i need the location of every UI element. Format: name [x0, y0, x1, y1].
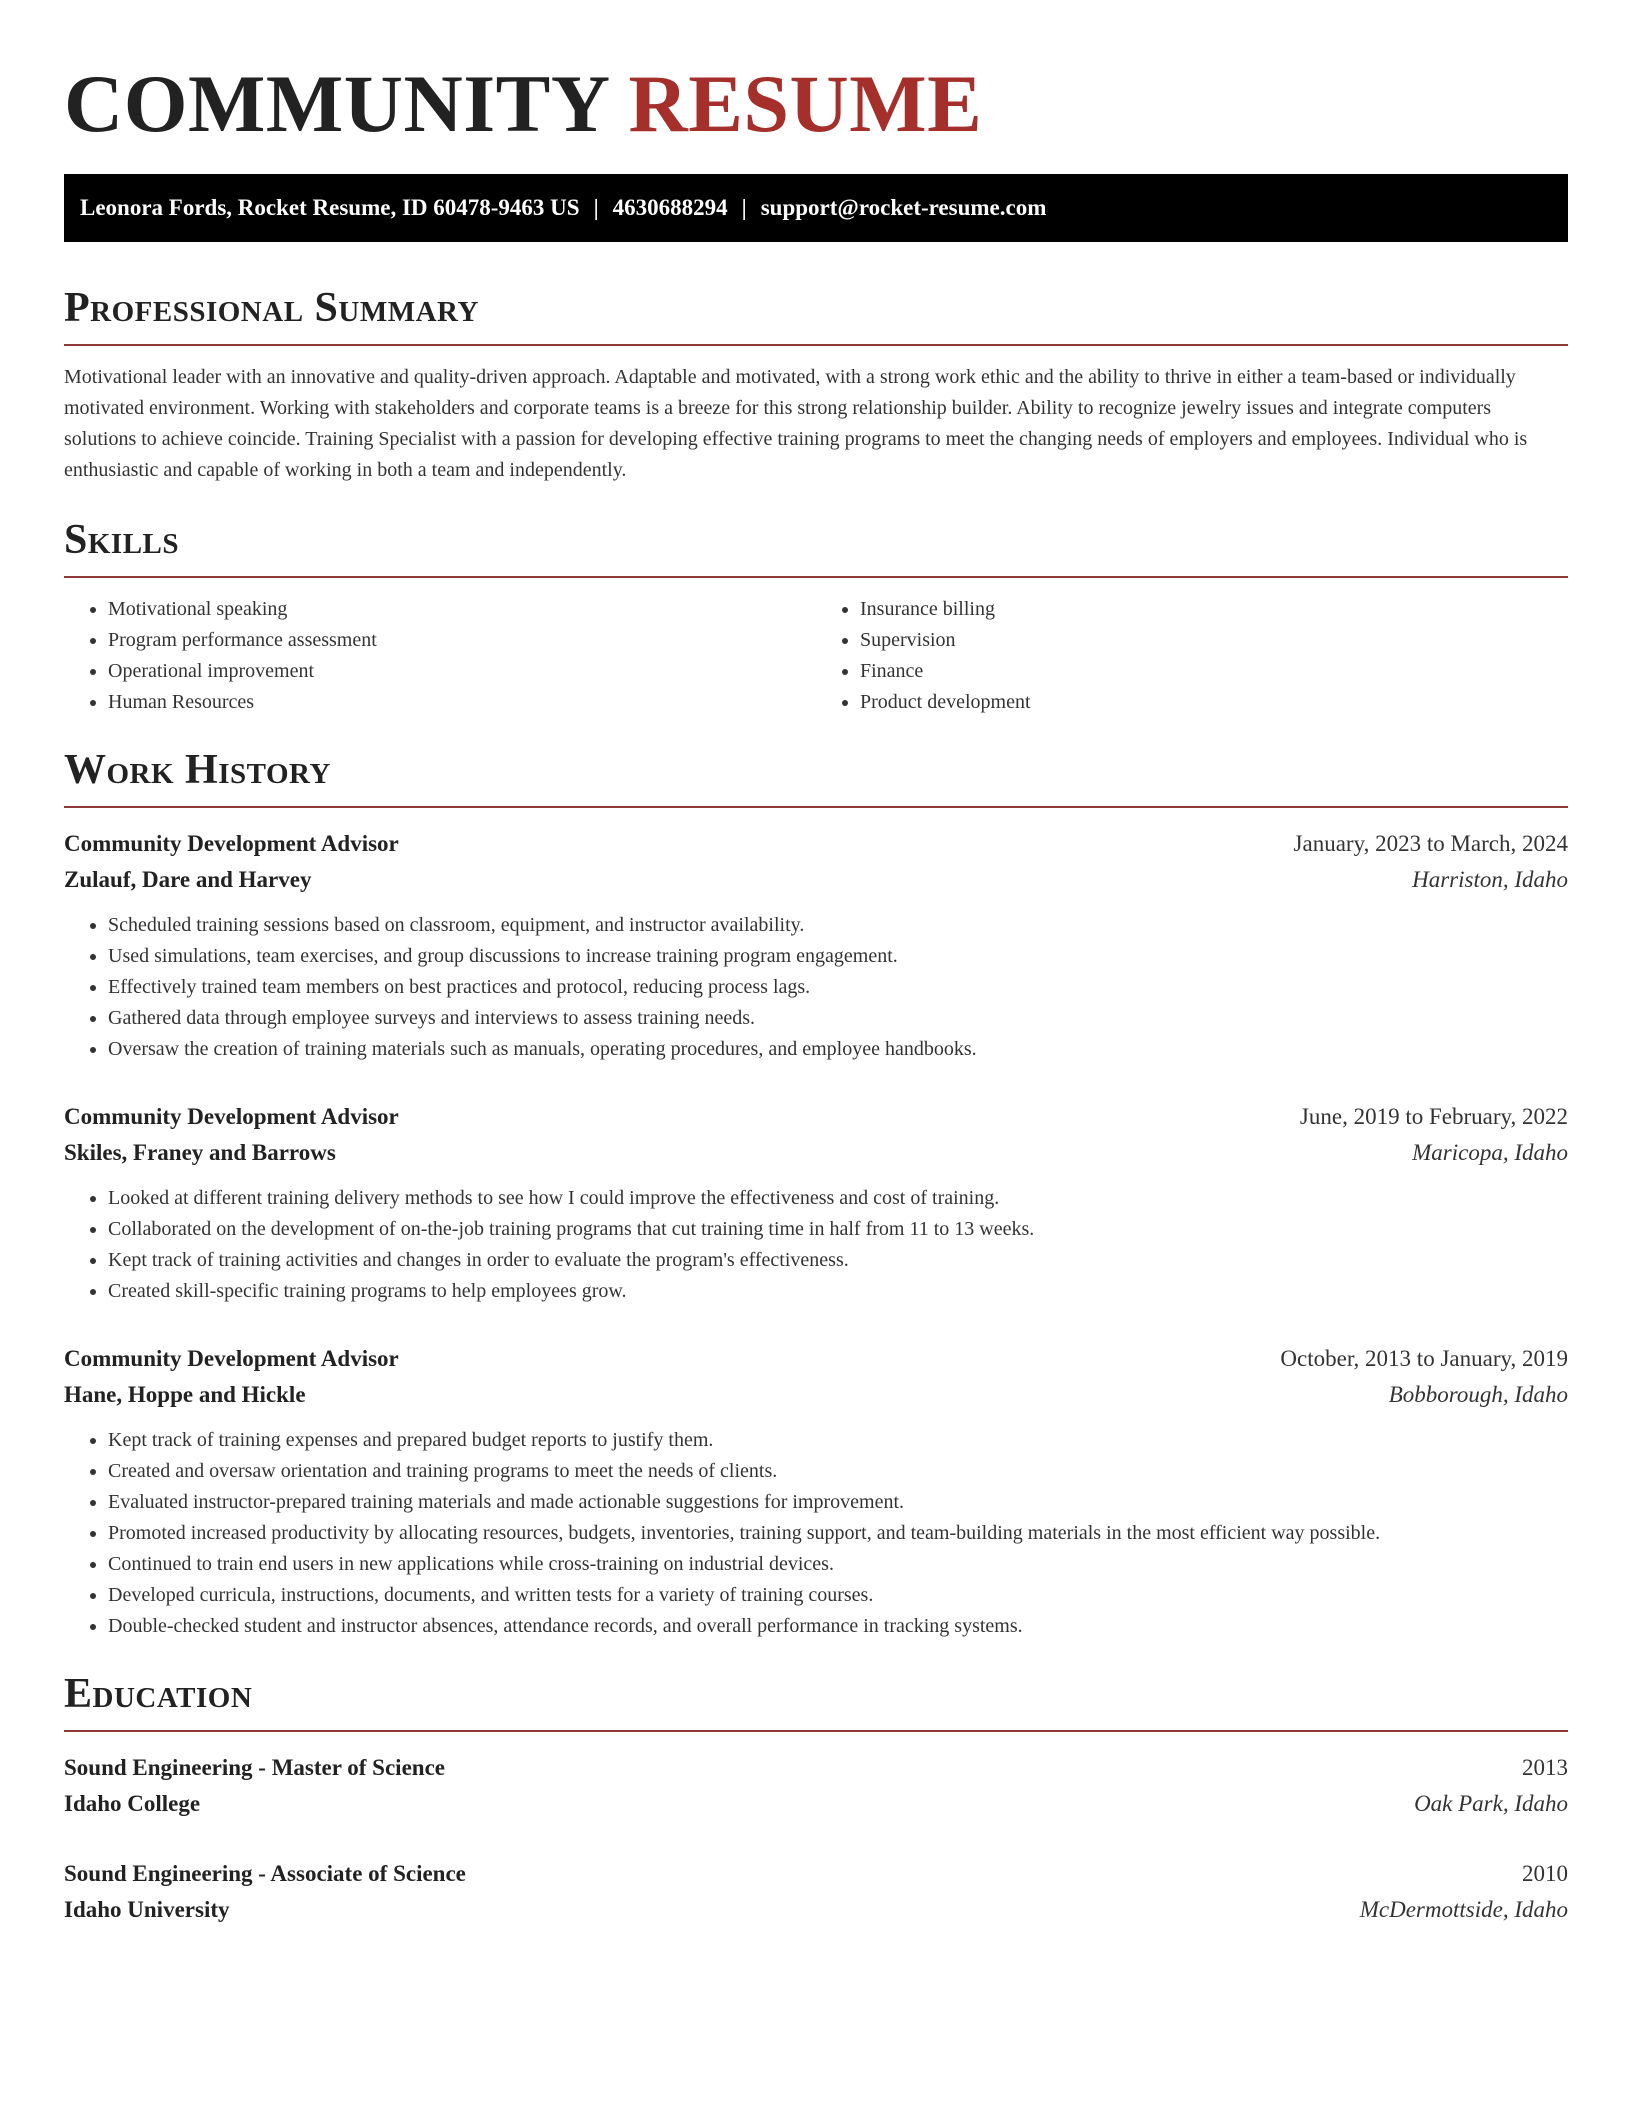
- education-heading: Education: [64, 1668, 1568, 1732]
- job-company: Hane, Hoppe and Hickle: [64, 1382, 306, 1407]
- resume-title: [64, 56, 1568, 152]
- skill-item: • Operational improvement: [108, 656, 816, 687]
- job-bullet: • Scheduled training sessions based on classroom, equipment, and instructor availability.: [108, 910, 1568, 941]
- education-year: 2013: [1522, 1755, 1568, 1780]
- summary-heading: Professional Summary: [64, 282, 1568, 346]
- education-school: Idaho University: [64, 1897, 230, 1922]
- job-bullet: • Looked at different training delivery methods to see how I could improve the effectiveness and cost of training.: [108, 1183, 1568, 1214]
- job-bullet: • Developed curricula, instructions, documents, and written tests for a variety of training courses.: [108, 1580, 1568, 1611]
- job-title: Community Development Advisor: [64, 1104, 399, 1129]
- education-degree: Sound Engineering - Associate of Science: [64, 1861, 466, 1886]
- contact-bar: [64, 174, 1568, 242]
- job-bullets: [64, 910, 1568, 1065]
- job-company: Zulauf, Dare and Harvey: [64, 867, 312, 892]
- education-year: 2010: [1522, 1861, 1568, 1886]
- job-bullets: [64, 1183, 1568, 1307]
- skill-item: • Program performance assessment: [108, 625, 816, 656]
- work-history-heading: Work History: [64, 744, 1568, 808]
- skills-column-right: [816, 594, 1568, 718]
- summary-text: Motivational leader with an innovative and quality-driven approach. Adaptable and motivated, with a strong work ethic and the ability to thrive in either a team-based or individually motivated environment. Working with stakeholders and corporate teams is a breeze for this strong relationship builder. Ability to recognize jewelry issues and integrate computers solutions to achieve coincide. Training Specialist with a passion for developing effective training programs to meet the changing needs of employers and employees. Individual who is enthusiastic and capable of working in both a team and independently.: [64, 366, 1528, 481]
- contact-address: Leonora Fords, Rocket Resume, ID 60478-9463 US: [80, 195, 580, 220]
- job-location: Maricopa, Idaho: [1412, 1140, 1568, 1165]
- skill-item: • Insurance billing: [860, 594, 1568, 625]
- title-accent: RESUME: [628, 58, 983, 149]
- job-title: Community Development Advisor: [64, 1346, 399, 1371]
- skill-item: • Finance: [860, 656, 1568, 687]
- job-dates: June, 2019 to February, 2022: [1299, 1104, 1568, 1129]
- job-bullet: • Kept track of training activities and changes in order to evaluate the program's effectiveness.: [108, 1245, 1568, 1276]
- contact-email: support@rocket-resume.com: [760, 195, 1047, 220]
- education-degree: Sound Engineering - Master of Science: [64, 1755, 445, 1780]
- job-bullet: • Oversaw the creation of training materials such as manuals, operating procedures, and employee handbooks.: [108, 1034, 1568, 1065]
- title-main: COMMUNITY: [64, 58, 608, 149]
- job-dates: October, 2013 to January, 2019: [1280, 1346, 1568, 1371]
- job-dates: January, 2023 to March, 2024: [1293, 831, 1568, 856]
- job-entry: [64, 1099, 1568, 1307]
- job-bullet: • Collaborated on the development of on-the-job training programs that cut training time in half from 11 to 13 weeks.: [108, 1214, 1568, 1245]
- education-school: Idaho College: [64, 1791, 201, 1816]
- job-bullet: • Used simulations, team exercises, and group discussions to increase training program engagement.: [108, 941, 1568, 972]
- education-location: Oak Park, Idaho: [1414, 1791, 1568, 1816]
- education-entry: [64, 1856, 1568, 1928]
- education-location: McDermottside, Idaho: [1359, 1897, 1568, 1922]
- contact-phone: 4630688294: [612, 195, 728, 220]
- job-bullet: • Continued to train end users in new applications while cross-training on industrial devices.: [108, 1549, 1568, 1580]
- job-entry: [64, 826, 1568, 1065]
- job-bullet: • Double-checked student and instructor absences, attendance records, and overall performance in tracking systems.: [108, 1611, 1568, 1642]
- job-bullet: • Promoted increased productivity by allocating resources, budgets, inventories, training support, and team-building materials in the most efficient way possible.: [108, 1518, 1568, 1549]
- job-bullet: • Effectively trained team members on best practices and protocol, reducing process lags.: [108, 972, 1568, 1003]
- skill-item: • Product development: [860, 687, 1568, 718]
- job-company: Skiles, Franey and Barrows: [64, 1140, 336, 1165]
- job-title: Community Development Advisor: [64, 831, 399, 856]
- education-entry: [64, 1750, 1568, 1822]
- contact-separator: |: [593, 195, 599, 220]
- job-bullets: [64, 1425, 1568, 1642]
- job-location: Bobborough, Idaho: [1388, 1382, 1568, 1407]
- skill-item: • Supervision: [860, 625, 1568, 656]
- skill-item: • Human Resources: [108, 687, 816, 718]
- skills-column-left: [64, 594, 816, 718]
- skills-heading: Skills: [64, 514, 1568, 578]
- contact-separator: |: [741, 195, 747, 220]
- job-bullet: • Evaluated instructor-prepared training materials and made actionable suggestions for improvement.: [108, 1487, 1568, 1518]
- job-bullet: • Created and oversaw orientation and training programs to meet the needs of clients.: [108, 1456, 1568, 1487]
- skill-item: • Motivational speaking: [108, 594, 816, 625]
- job-bullet: • Gathered data through employee surveys and interviews to assess training needs.: [108, 1003, 1568, 1034]
- skills-list: [64, 594, 1568, 718]
- job-entry: [64, 1341, 1568, 1642]
- job-bullet: • Created skill-specific training programs to help employees grow.: [108, 1276, 1568, 1307]
- job-location: Harriston, Idaho: [1412, 867, 1568, 892]
- job-bullet: • Kept track of training expenses and prepared budget reports to justify them.: [108, 1425, 1568, 1456]
